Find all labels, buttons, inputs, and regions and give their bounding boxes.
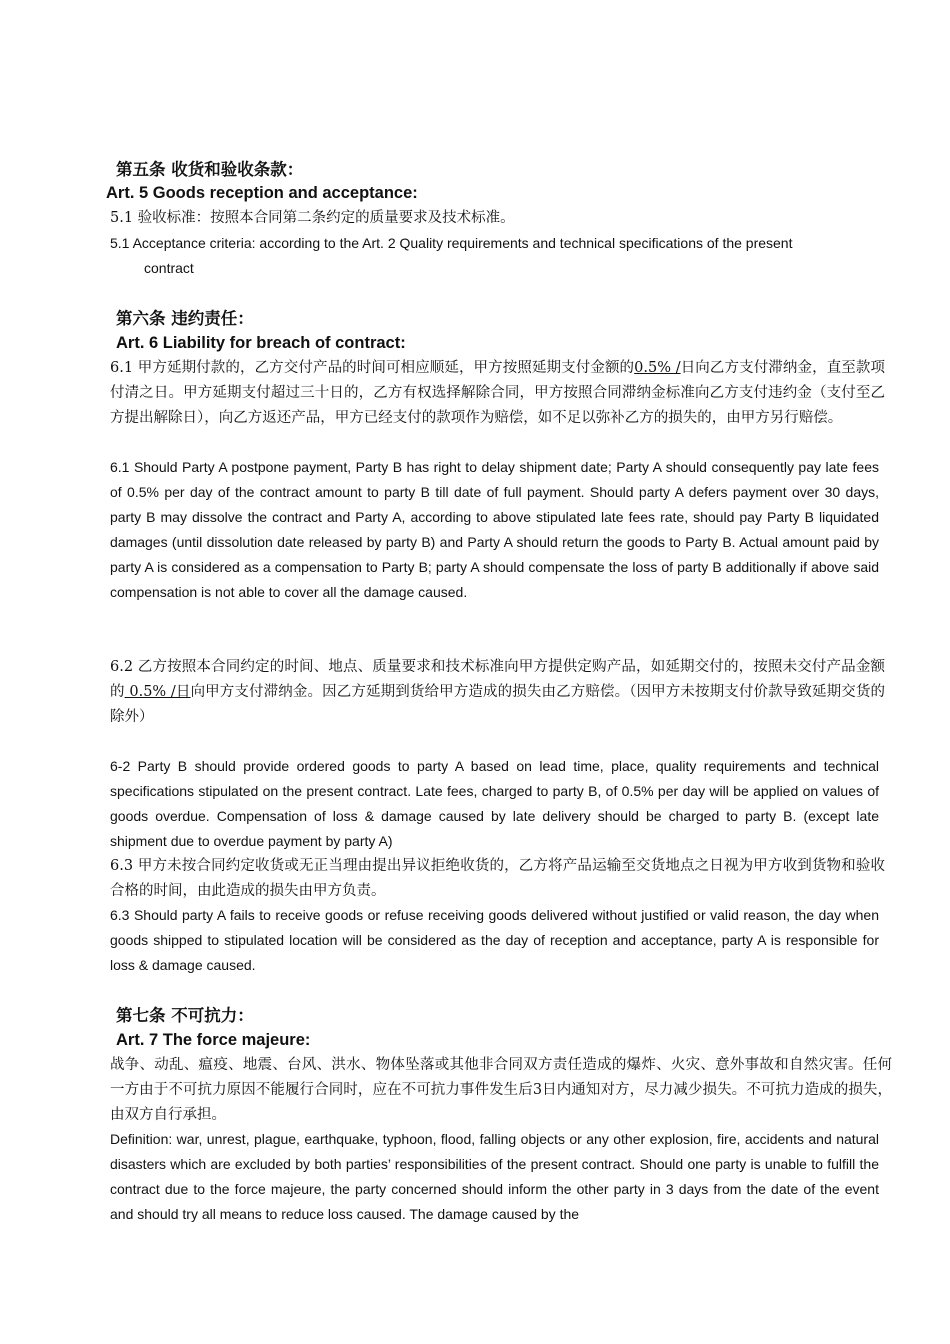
art6-clause-6-3-en: 6.3 Should party A fails to receive goods or refuse receiving goods delivered without justified or valid reason, the day when goods shipped to stipulated location will be considered as the day of reception and acceptance, party A is responsible for loss & damage caused. [110,907,879,973]
art5-clause-5-1-en-cont: contract [144,260,194,276]
art6-heading-en: Art. 6 Liability for breach of contract: [116,334,406,352]
art6-clause-6-1-en: 6.1 Should Party A postpone payment, Party B has right to delay shipment date; Party A should consequently pay late fees of 0.5% per day of the contract amount to party B till date of full payment. Should party A defers payment over 30 days, party B may dissolve the contract and Party A, according to above stipulated late fees rate, should pay Party B liquidated damages (until dissolution date released by party B) and Party A should return the goods to Party B. Actual amount paid by party A is considered as a compensation to Party B; party A should compensate the loss of party B additionally if above said compensation is not able to cover all the damage caused. [110,459,879,600]
art6-clause-6-1-zh [110,356,885,431]
clause-6-1-zh-text-b: 日向乙方支付滞纳金，直至款项付清之日。甲方延期支付超过三十日的，乙方有权选择解除合同，甲方按照合同滞纳金标准向乙方支付违约金（支付至乙方提出解除日），向乙方返还产品，甲方已经支付的款项作为赔偿，如不足以弥补乙方的损失的，由甲方另行赔偿。 [110,360,885,426]
late-fee-rate: 0.5% /日 [124,684,191,700]
clause-6-2-zh-text-b: 向甲方支付滞纳金。因乙方延期到货给甲方造成的损失由乙方赔偿。（因甲方未按期支付价款导致延期交货的除外） [110,684,885,725]
art7-heading-zh: 第七条 不可抗力： [116,1006,254,1025]
art5-clause-5-1-zh: 5.1 验收标准：按照本合同第二条约定的质量要求及技术标准。 [110,210,515,226]
art6-heading-zh: 第六条 违约责任： [116,309,254,328]
late-fee-rate: 0.5% / [634,360,681,376]
art6-clause-6-2-en: 6-2 Party B should provide ordered goods to party A based on lead time, place, quality requirements and technical specifications stipulated on the present contract. Late fees, charged to party B, of 0.5% per day will be applied on values of goods overdue. Compensation of loss & damage caused by late delivery should be charged to party B. (except late shipment due to overdue payment by party A) [110,758,879,849]
art7-paragraph-zh: 战争、动乱、瘟疫、地震、台风、洪水、物体坠落或其他非合同双方责任造成的爆炸、火灾、意外事故和自然灾害。任何一方由于不可抗力原因不能履行合同时，应在不可抗力事件发生后3日内通知对方，尽力减少损失。不可抗力造成的损失，由双方自行承担。 [110,1057,892,1123]
clause-6-2-zh-text-a: 6.2 乙方按照本合同约定的时间、地点、质量要求和技术标准向甲方提供定购产品，如延期交付的，按照未交付产品金额的 [110,659,885,700]
art6-clause-6-3-zh: 6.3 甲方未按合同约定收货或无正当理由提出异议拒绝收货的，乙方将产品运输至交货地点之日视为甲方收到货物和验收合格的时间，由此造成的损失由甲方负责。 [110,858,885,899]
art6-clause-6-2-zh [110,655,885,730]
art5-heading-zh: 第五条 收货和验收条款： [116,160,304,179]
art7-heading-en: Art. 7 The force majeure: [116,1031,311,1049]
art7-paragraph-en: Definition: war, unrest, plague, earthquake, typhoon, flood, falling objects or any other explosion, fire, accidents and natural disasters which are excluded by both parties’ responsibilities of the present contract. Should one party is unable to fulfill the contract due to the force majeure, the party concerned should inform the other party in 3 days from the date of the event and should try all means to reduce loss caused. The damage caused by the [110,1131,879,1222]
art5-heading-en: Art. 5 Goods reception and acceptance: [106,184,418,202]
art5-clause-5-1-en: 5.1 Acceptance criteria: according to the Art. 2 Quality requirements and technical specifications of the present [110,235,793,251]
clause-6-1-zh-text-a: 6.1 甲方延期付款的，乙方交付产品的时间可相应顺延，甲方按照延期支付金额的 [110,360,635,376]
